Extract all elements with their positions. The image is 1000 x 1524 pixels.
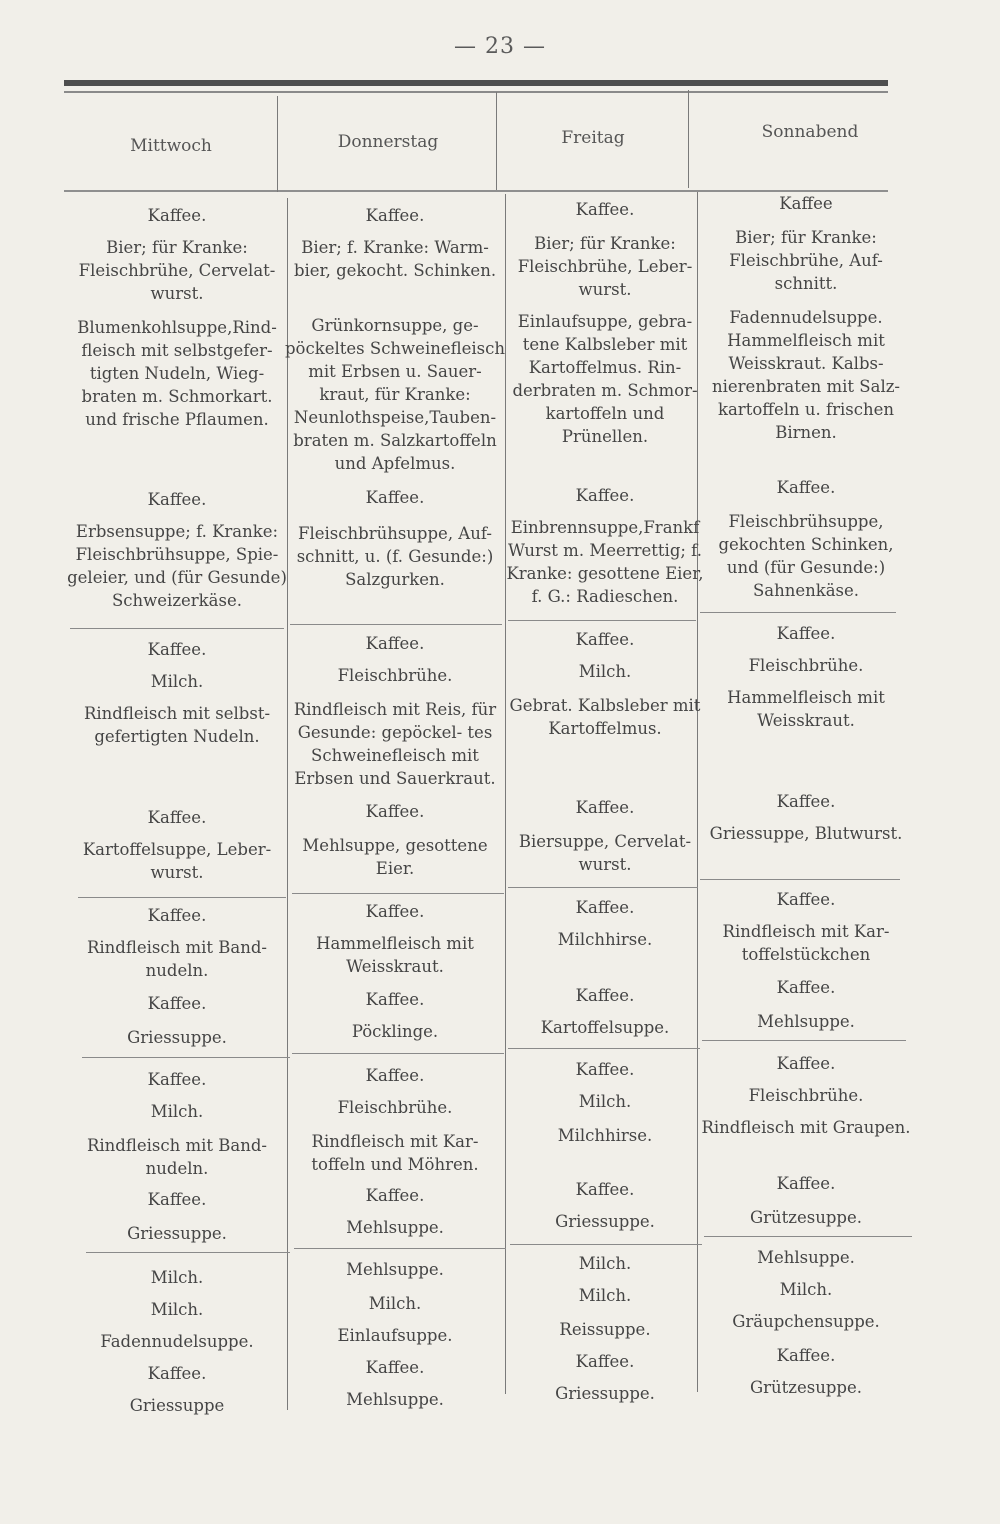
menu-item: Fleischbrühsuppe, gekochten Schinken, und (für Gesunde:) Sahnenkäse. [718, 512, 894, 600]
menu-item: Mehlsuppe, gesottene Eier. [302, 836, 488, 878]
top-rule [64, 80, 888, 86]
menu-item: Kaffee. [776, 890, 836, 909]
menu-item: Mehlsuppe. [346, 1390, 444, 1409]
menu-item: Milch. [578, 1286, 632, 1305]
menu-item: Fadennudelsuppe. Hammelfleisch mit Weisskraut. Kalbs- nierenbraten mit Salz- kartoffeln u. frischen Birnen. [712, 308, 900, 442]
column-freitag [500, 190, 710, 1430]
menu-item: Kaffee. [575, 200, 635, 219]
menu-item: Kartoffelsuppe, Leber- wurst. [82, 840, 272, 882]
menu-item: Mehlsuppe. [346, 1260, 444, 1279]
menu-item: Kaffee. [147, 1190, 207, 1209]
header-donnerstag: Donnerstag [337, 132, 439, 152]
menu-item: Kaffee. [776, 792, 836, 811]
menu-item: Kaffee. [365, 1066, 425, 1085]
menu-item: Rindfleisch mit Band- nudeln. [86, 1136, 268, 1178]
menu-item: Milch. [578, 662, 632, 681]
menu-item: Milchhirse. [557, 1126, 653, 1145]
header-freitag: Freitag [561, 128, 625, 148]
menu-item: Bier; für Kranke: Fleischbrühe, Cervelat- wurst. [78, 238, 276, 303]
menu-item: Einlaufsuppe, gebra- tene Kalbsleber mit Kartoffelmus. Rin- derbraten m. Schmor- kartoffeln und Prünellen. [512, 312, 698, 446]
column-donnerstag [284, 190, 506, 1430]
menu-item: Kaffee. [147, 808, 207, 827]
menu-item: Biersuppe, Cervelat- wurst. [518, 832, 692, 874]
menu-item: Kaffee. [776, 624, 836, 643]
menu-item: Milch. [150, 1102, 204, 1121]
menu-item: Bier; für Kranke: Fleischbrühe, Auf- schnitt. [729, 228, 883, 293]
menu-item: Rindfleisch mit Kar- toffeln und Möhren. [311, 1132, 479, 1174]
menu-item: Griessuppe. [127, 1224, 227, 1243]
column-divider [688, 90, 689, 188]
menu-item: Mehlsuppe. [346, 1218, 444, 1237]
menu-item: Kaffee. [575, 986, 635, 1005]
menu-item: Kaffee. [147, 1364, 207, 1383]
menu-item: Kaffee. [147, 1070, 207, 1089]
menu-item: Rindfleisch mit Reis, für Gesunde: gepöckel- tes Schweinefleisch mit Erbsen und Sauerkraut. [293, 700, 497, 788]
header-sonnabend: Sonnabend [761, 122, 859, 142]
menu-item: Milch. [150, 672, 204, 691]
menu-item: Rindfleisch mit Graupen. [701, 1118, 911, 1137]
menu-item: Kaffee. [575, 798, 635, 817]
menu-item: Griessuppe. [555, 1212, 655, 1231]
menu-item: Fadennudelsuppe. [100, 1332, 254, 1351]
menu-item: Fleischbrühsuppe, Auf- schnitt, u. (f. Gesunde:) Salzgurken. [296, 524, 494, 589]
menu-item: Kaffee. [776, 1054, 836, 1073]
menu-item: Fleischbrühe. [748, 656, 864, 675]
menu-item: Mehlsuppe. [757, 1012, 855, 1031]
menu-item: Gräupchensuppe. [732, 1312, 880, 1331]
menu-item: Grünkornsuppe, ge- pöckeltes Schweinefleisch mit Erbsen u. Sauer- kraut, für Kranke: Neunlothspeise,Tauben- braten m. Salzkartoffeln und Apfelmus. [285, 316, 505, 473]
menu-item: Bier; für Kranke: Fleischbrühe, Leber- wurst. [517, 234, 693, 299]
menu-item: Milch. [578, 1092, 632, 1111]
header-mittwoch: Mittwoch [130, 136, 212, 156]
menu-item: Blumenkohlsuppe,Rind- fleisch mit selbstgefer- tigten Nudeln, Wieg- braten m. Schmorkart. und frische Pflaumen. [77, 318, 277, 429]
menu-item: Grützesuppe. [749, 1378, 862, 1397]
column-divider [277, 96, 278, 192]
menu-item: Rindfleisch mit Kar- toffelstückchen [722, 922, 890, 964]
menu-item: Kaffee. [365, 634, 425, 653]
menu-item: Milch. [150, 1268, 204, 1287]
page-number: — 23 — [454, 34, 546, 59]
menu-item: Milch. [779, 1280, 833, 1299]
menu-item: Kaffee. [575, 898, 635, 917]
menu-item: Einlaufsuppe. [337, 1326, 453, 1345]
menu-item: Kaffee. [147, 640, 207, 659]
menu-item: Griessuppe. [555, 1384, 655, 1403]
menu-item: Kaffee. [575, 1352, 635, 1371]
menu-item: Erbsensuppe; f. Kranke: Fleischbrühsuppe, Spie- geleier, und (für Gesunde) Schweizerkäse. [67, 522, 287, 610]
menu-item: Grützesuppe. [749, 1208, 862, 1227]
menu-item: Milchhirse. [557, 930, 653, 949]
top-rule-thin [64, 91, 888, 93]
menu-item: Griessuppe [129, 1396, 225, 1415]
menu-item: Kaffee. [575, 1180, 635, 1199]
menu-item: Kaffee. [776, 1174, 836, 1193]
menu-item: Kaffee. [147, 490, 207, 509]
menu-item: Kaffee. [365, 206, 425, 225]
menu-item: Kaffee. [575, 630, 635, 649]
menu-item: Kaffee. [776, 478, 836, 497]
menu-item: Einbrennsuppe,Frankf Wurst m. Meerrettig; f. Kranke: gesottene Eier, f. G.: Radieschen. [506, 518, 704, 606]
menu-item: Kaffee. [147, 994, 207, 1013]
column-divider [496, 92, 497, 190]
menu-item: Milch. [578, 1254, 632, 1273]
column-sonnabend [700, 190, 912, 1430]
menu-item: Gebrat. Kalbsleber mit Kartoffelmus. [509, 696, 701, 738]
menu-item: Bier; f. Kranke: Warm- bier, gekocht. Schinken. [293, 238, 497, 280]
menu-item: Kaffee. [365, 990, 425, 1009]
menu-item: Kaffee. [575, 1060, 635, 1079]
menu-item: Fleischbrühe. [337, 1098, 453, 1117]
menu-item: Kaffee. [776, 978, 836, 997]
menu-item: Fleischbrühe. [748, 1086, 864, 1105]
menu-item: Kaffee. [776, 1346, 836, 1365]
menu-item: Griessuppe, Blutwurst. [709, 824, 903, 843]
menu-item: Rindfleisch mit Band- nudeln. [86, 938, 268, 980]
menu-item: Kaffee. [365, 1186, 425, 1205]
menu-item: Reissuppe. [559, 1320, 651, 1339]
menu-item: Mehlsuppe. [757, 1248, 855, 1267]
menu-item: Milch. [368, 1294, 422, 1313]
menu-item: Milch. [150, 1300, 204, 1319]
menu-item: Kaffee [779, 194, 833, 213]
menu-item: Rindfleisch mit selbst- gefertigten Nudeln. [83, 704, 271, 746]
menu-item: Pöcklinge. [351, 1022, 439, 1041]
menu-item: Kaffee. [575, 486, 635, 505]
menu-item: Kaffee. [365, 488, 425, 507]
menu-item: Kartoffelsuppe. [540, 1018, 670, 1037]
menu-item: Kaffee. [365, 1358, 425, 1377]
menu-item: Hammelfleisch mit Weisskraut. [727, 688, 885, 730]
menu-item: Griessuppe. [127, 1028, 227, 1047]
menu-item: Fleischbrühe. [337, 666, 453, 685]
menu-item: Hammelfleisch mit Weisskraut. [316, 934, 474, 976]
menu-item: Kaffee. [147, 906, 207, 925]
column-mittwoch [66, 190, 288, 1430]
menu-item: Kaffee. [365, 802, 425, 821]
menu-item: Kaffee. [147, 206, 207, 225]
menu-item: Kaffee. [365, 902, 425, 921]
